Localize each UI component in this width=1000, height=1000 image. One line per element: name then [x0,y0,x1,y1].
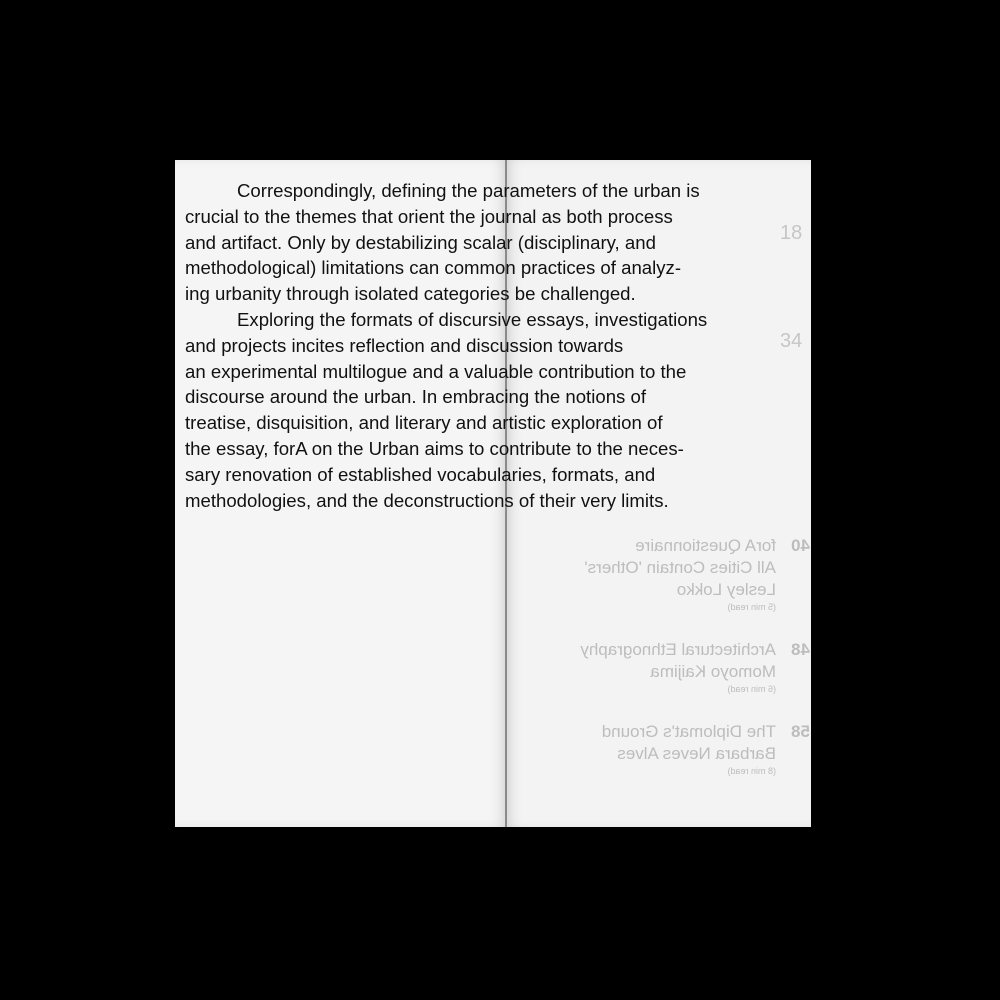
text-line: Correspondingly, defining the parameters of the urban is [237,180,700,201]
contents-entry: 48Architectural Ethnography Momoyo Kaijima (6 min read) [580,640,810,694]
contents-entry: 58The Diplomat's Ground Barbara Neves Alves (8 min read) [601,722,810,776]
text-line: sary renovation of established vocabularies, formats, and [185,463,656,485]
text-line: ing urbanity through isolated categories be challenged. [185,283,636,305]
paragraph-1 [185,178,811,307]
show-through-page-numbers: 18 34 [780,222,803,352]
text-line: crucial to the themes that orient the journal as both process [185,205,673,227]
text-line: and projects incites reflection and discussion towards [185,334,624,356]
text-line: the essay, forA on the Urban aims to contribute to the neces- [185,437,684,459]
booklet-spread [175,160,811,827]
paragraph-2 [185,307,811,513]
text-line: Exploring the formats of discursive essays, investigations [237,308,708,330]
text-line: an experimental multilogue and a valuable contribution to the [185,360,687,382]
text-line: methodologies, and the deconstructions of their very limits. [185,489,669,511]
contents-entry: 40forA Questionnaire All Cities Contain 'Others' Lesley Lokko (5 min read) [584,536,810,612]
article-text [185,178,811,513]
text-line: and artifact. Only by destabilizing scalar (disciplinary, and [185,231,656,253]
text-line: discourse around the urban. In embracing the notions of [185,386,647,408]
text-line: methodological) limitations can common practices of analyz- [185,257,682,279]
text-line: treatise, disquisition, and literary and artistic exploration of [185,412,663,434]
